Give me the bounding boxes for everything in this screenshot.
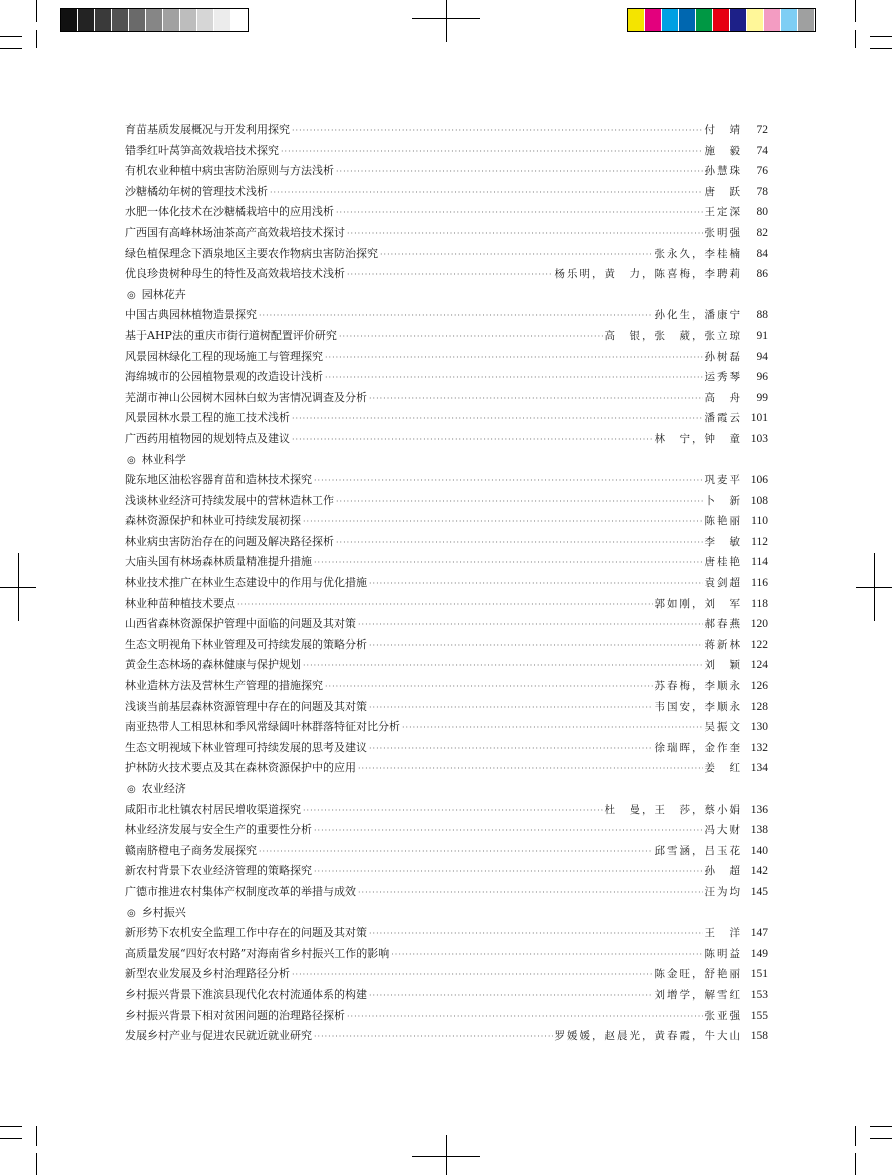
- toc-entry-title: 森林资源保护和林业可持续发展初探: [125, 514, 301, 528]
- toc-entry-title: 海绵城市的公园植物景观的改造设计浅析: [125, 370, 323, 384]
- toc-entry-page: 99: [756, 391, 768, 404]
- dot-leader: [336, 492, 703, 513]
- toc-entry[interactable]: [125, 923, 768, 944]
- toc-entry-title: 黄金生态林场的森林健康与保护规划: [125, 658, 301, 672]
- toc-entry-title: 浅谈当前基层森林资源管理中存在的问题及其对策: [125, 699, 367, 713]
- dot-leader: [380, 245, 653, 266]
- toc-entry-title: 护林防火技术要点及其在森林资源保护中的应用: [125, 761, 356, 775]
- circle-bullet-icon: ◎: [127, 289, 136, 301]
- section-heading: [125, 903, 768, 924]
- toc-entry-page: 103: [750, 432, 768, 445]
- toc-entry[interactable]: [125, 161, 768, 182]
- toc-entry-page: 118: [751, 597, 768, 610]
- toc-entry-page: 86: [756, 268, 768, 281]
- toc-entry-page: 122: [750, 638, 768, 651]
- toc-entry-page: 101: [750, 412, 768, 425]
- toc-entry-author: 孙慧珠: [704, 165, 742, 178]
- gray-swatch: [231, 9, 248, 31]
- dot-leader: [347, 1007, 703, 1028]
- dot-leader: [303, 801, 603, 822]
- gray-swatch: [129, 9, 146, 31]
- process-color-swatch: [628, 9, 645, 31]
- section-heading: [125, 285, 768, 306]
- toc-entry[interactable]: [125, 244, 768, 265]
- toc-entry-page: 140: [750, 844, 768, 857]
- toc-entry-author: 郝春燕: [704, 618, 742, 631]
- toc-entry-author: 刘 颖: [704, 659, 742, 672]
- dot-leader: [369, 389, 703, 410]
- toc-entry[interactable]: [125, 532, 768, 553]
- toc-entry-author: 孙 超: [704, 865, 742, 878]
- toc-entry-title: 绿色植保理念下酒泉地区主要农作物病虫害防治探究: [125, 246, 378, 260]
- toc-entry-title: 大庙头国有林场森林质量精准提升措施: [125, 555, 312, 569]
- toc-entry[interactable]: [125, 1006, 768, 1027]
- toc-entry[interactable]: [125, 676, 768, 697]
- toc-entry-title: 林业技术推广在林业生态建设中的作用与优化措施: [125, 576, 367, 590]
- dot-leader: [325, 368, 703, 389]
- toc-entry-title: 中国古典园林植物造景探究: [125, 308, 257, 322]
- toc-entry[interactable]: [125, 470, 768, 491]
- toc-entry-title: 生态文明视域下林业管理可持续发展的思考及建议: [125, 740, 367, 754]
- gray-swatch: [180, 9, 197, 31]
- toc-entry-title: 新农村背景下农业经济管理的策略探究: [125, 864, 312, 878]
- process-color-swatch: [713, 9, 730, 31]
- toc-entry[interactable]: [125, 985, 768, 1006]
- toc-entry[interactable]: [125, 202, 768, 223]
- gray-swatch: [214, 9, 231, 31]
- toc-entry-author: 巩麦平: [704, 474, 742, 487]
- dot-leader: [358, 883, 703, 904]
- toc-entry-author: 王定深: [704, 206, 742, 219]
- toc-entry-page: 108: [750, 494, 768, 507]
- toc-entry-page: 120: [750, 618, 768, 631]
- toc-entry-title: 乡村振兴背景下淮滨县现代化农村流通体系的构建: [125, 987, 367, 1001]
- toc-entry-title: 乡村振兴背景下相对贫困问题的治理路径探析: [125, 1008, 345, 1022]
- dot-leader: [303, 512, 703, 533]
- process-color-swatch: [747, 9, 764, 31]
- toc-entry[interactable]: [125, 326, 768, 347]
- toc-entry[interactable]: [125, 367, 768, 388]
- toc-entry-author: 施 毅: [704, 144, 742, 157]
- dot-leader: [336, 203, 703, 224]
- dot-leader: [369, 698, 653, 719]
- toc-entry-author: 邱雪涵，吕玉花: [654, 844, 742, 857]
- toc-entry-page: 110: [751, 515, 768, 528]
- process-color-swatch: [696, 9, 713, 31]
- dot-leader: [270, 183, 703, 204]
- toc-entry-page: 116: [751, 577, 768, 590]
- toc-entry-author: 王 洋: [704, 927, 742, 940]
- toc-entry-page: 91: [756, 329, 768, 342]
- toc-entry[interactable]: [125, 388, 768, 409]
- toc-entry-author: 郭如刚，刘 军: [654, 597, 742, 610]
- dot-leader: [369, 574, 703, 595]
- toc-entry-author: 唐 跃: [704, 185, 742, 198]
- toc-entry[interactable]: [125, 141, 768, 162]
- toc-entry-author: 卜 新: [704, 494, 742, 507]
- toc-entry-author: 袁剑超: [704, 577, 742, 590]
- toc-entry-title: 发展乡村产业与促进农民就近就业研究: [125, 1029, 312, 1043]
- toc-entry-page: 153: [750, 988, 768, 1001]
- toc-entry-author: 张明强: [704, 226, 742, 239]
- toc-entry[interactable]: [125, 182, 768, 203]
- toc-entry[interactable]: [125, 264, 768, 285]
- toc-entry-page: 84: [756, 247, 768, 260]
- section-heading: [125, 450, 768, 471]
- toc-entry[interactable]: [125, 305, 768, 326]
- toc-entry-page: 72: [756, 124, 768, 136]
- gray-swatch: [61, 9, 78, 31]
- dot-leader: [358, 759, 703, 780]
- gray-swatch: [197, 9, 214, 31]
- toc-entry-author: 吴振文: [704, 721, 742, 734]
- toc-entry-author: 高 舟: [704, 391, 742, 404]
- toc-entry[interactable]: [125, 1026, 768, 1047]
- dot-leader: [402, 718, 703, 739]
- gray-swatch: [146, 9, 163, 31]
- toc-entry[interactable]: [125, 944, 768, 965]
- toc-entry[interactable]: [125, 594, 768, 615]
- dot-leader: [314, 1027, 553, 1048]
- dot-leader: [281, 142, 703, 163]
- process-color-swatch: [781, 9, 798, 31]
- toc-entry[interactable]: [125, 738, 768, 759]
- toc-entry-author: 陈金旺，舒艳丽: [654, 968, 742, 981]
- toc-entry-page: 138: [750, 824, 768, 837]
- process-color-swatch: [662, 9, 679, 31]
- gray-swatch: [95, 9, 112, 31]
- toc-entry-author: 孙树磊: [704, 350, 742, 363]
- toc-entry-author: 唐桂艳: [704, 556, 742, 569]
- toc-entry-title: 林业造林方法及营林生产管理的措施探究: [125, 679, 323, 693]
- toc-entry[interactable]: [125, 573, 768, 594]
- dot-leader: [314, 862, 703, 883]
- dot-leader: [325, 348, 703, 369]
- toc-entry-page: 134: [750, 762, 768, 775]
- dot-leader: [347, 224, 703, 245]
- toc-entry-page: 96: [756, 371, 768, 384]
- toc-entry-author: 刘增学，解雪红: [654, 988, 742, 1001]
- toc-entry[interactable]: [125, 347, 768, 368]
- process-color-swatch: [730, 9, 747, 31]
- toc-entry-title: 芜湖市神山公园树木园林白蚁为害情况调查及分析: [125, 390, 367, 404]
- toc-entry-title: 浅谈林业经济可持续发展中的营林造林工作: [125, 493, 334, 507]
- toc-entry-page: 130: [750, 721, 768, 734]
- dot-leader: [369, 739, 653, 760]
- dot-leader: [358, 615, 703, 636]
- toc-entry[interactable]: [125, 635, 768, 656]
- toc-entry-author: 韦国安，李顺永: [654, 700, 742, 713]
- toc-entry-page: 112: [751, 535, 768, 548]
- toc-entry[interactable]: [125, 758, 768, 779]
- toc-entry-author: 杨乐明，黄 力，陈喜梅，李聘莉: [554, 268, 742, 281]
- toc-entry-author: 陈明益: [704, 947, 742, 960]
- toc-entry-author: 汪为均: [704, 885, 742, 898]
- toc-entry-page: 106: [750, 474, 768, 487]
- toc-entry[interactable]: [125, 964, 768, 985]
- toc-entry-title: 林业种苗种植技术要点: [125, 596, 235, 610]
- toc-entry-title: 沙糖橘幼年树的管理技术浅析: [125, 184, 268, 198]
- process-color-swatch: [798, 9, 815, 31]
- toc-entry-page: 151: [750, 968, 768, 981]
- toc-entry-title: 新形势下农机安全监理工作中存在的问题及其对策: [125, 926, 367, 940]
- toc-entry-title: 南亚热带人工相思林和季风常绿阔叶林群落特征对比分析: [125, 720, 400, 734]
- toc-entry[interactable]: [125, 511, 768, 532]
- toc-entry[interactable]: [125, 697, 768, 718]
- toc-entry[interactable]: [125, 717, 768, 738]
- process-color-bar: [627, 8, 816, 32]
- toc-entry-author: 罗媛媛，赵晨光，黄春霞，牛大山: [554, 1030, 742, 1043]
- dot-leader: [303, 656, 703, 677]
- process-color-swatch: [645, 9, 662, 31]
- dot-leader: [325, 677, 653, 698]
- toc-entry-page: 114: [751, 556, 768, 569]
- toc-entry[interactable]: [125, 223, 768, 244]
- toc-entry-title: 陇东地区油松容器育苗和造林技术探究: [125, 473, 312, 487]
- toc-entry-page: 124: [750, 659, 768, 672]
- dot-leader: [336, 533, 703, 554]
- toc-entry-title: 林业病虫害防治存在的问题及解决路径探析: [125, 534, 334, 548]
- dot-leader: [237, 595, 653, 616]
- circle-bullet-icon: ◎: [127, 454, 136, 466]
- dot-leader: [314, 553, 703, 574]
- section-heading-label: 园林花卉: [141, 287, 186, 301]
- toc-entry-author: 蒋新林: [704, 638, 742, 651]
- toc-entry-title: 广西国有高峰林场油茶高产高效栽培技术探讨: [125, 225, 345, 239]
- toc-entry-author: 冯大财: [704, 824, 742, 837]
- toc-entry-page: 147: [750, 927, 768, 940]
- toc-entry-page: 80: [756, 206, 768, 219]
- section-heading-label: 农业经济: [141, 782, 186, 795]
- toc-entry-title: 林业经济发展与安全生产的重要性分析: [125, 823, 312, 837]
- dot-leader: [292, 409, 703, 430]
- dot-leader: [314, 821, 703, 842]
- dot-leader: [347, 265, 553, 286]
- toc-entry-page: 78: [756, 185, 768, 198]
- toc-entry-page: 158: [750, 1030, 768, 1043]
- gray-swatch: [163, 9, 180, 31]
- toc-entry-title: 基于AHP法的重庆市街行道树配置评价研究: [125, 328, 337, 342]
- section-heading: [125, 779, 768, 800]
- toc-entry[interactable]: [125, 820, 768, 841]
- dot-leader: [391, 945, 702, 966]
- circle-bullet-icon: ◎: [127, 907, 136, 919]
- dot-leader: [292, 430, 653, 451]
- toc-entry[interactable]: [125, 841, 768, 862]
- dot-leader: [369, 636, 703, 657]
- toc-entry-title: 赣南脐橙电子商务发展探究: [125, 843, 257, 857]
- toc-entry-page: 126: [750, 680, 768, 693]
- toc-entry-author: 张永久，李桂楠: [654, 247, 742, 260]
- section-heading-label: 乡村振兴: [141, 905, 186, 919]
- toc-entry[interactable]: [125, 655, 768, 676]
- toc-entry-title: 风景园林绿化工程的现场施工与管理探究: [125, 349, 323, 363]
- table-of-contents: [125, 120, 768, 1047]
- toc-entry-page: 94: [756, 350, 768, 363]
- toc-entry-title: 广德市推进农村集体产权制度改革的举措与成效: [125, 884, 356, 898]
- toc-entry-author: 孙化生，潘康宁: [654, 309, 742, 322]
- dot-leader: [369, 924, 703, 945]
- toc-entry-author: 运秀琴: [704, 371, 742, 384]
- toc-entry-author: 潘霞云: [704, 412, 742, 425]
- toc-entry-page: 142: [750, 865, 768, 878]
- toc-entry-author: 张亚强: [704, 1009, 742, 1022]
- dot-leader: [336, 162, 703, 183]
- toc-entry-page: 132: [750, 741, 768, 754]
- toc-entry-title: 水肥一体化技术在沙糖橘栽培中的应用浅析: [125, 205, 334, 219]
- toc-entry[interactable]: [125, 882, 768, 903]
- toc-entry[interactable]: [125, 614, 768, 635]
- toc-entry-author: 付 靖: [704, 124, 742, 136]
- toc-entry-title: 风景园林水景工程的施工技术浅析: [125, 411, 290, 425]
- toc-entry-title: 育苗基质发展概况与开发利用探究: [125, 123, 290, 136]
- toc-entry[interactable]: [125, 491, 768, 512]
- toc-entry-author: 杜 曼，王 莎，蔡小娟: [604, 803, 742, 816]
- toc-entry-title: 咸阳市北杜镇农村居民增收渠道探究: [125, 802, 301, 816]
- toc-entry-page: 74: [756, 144, 768, 157]
- toc-entry[interactable]: [125, 408, 768, 429]
- dot-leader: [369, 986, 653, 1007]
- process-color-swatch: [764, 9, 781, 31]
- toc-entry[interactable]: [125, 800, 768, 821]
- toc-entry-author: 陈艳丽: [704, 515, 742, 528]
- toc-entry-page: 76: [756, 165, 768, 178]
- toc-entry-author: 李 敏: [704, 535, 742, 548]
- toc-entry-title: 山西省森林资源保护管理中面临的问题及其对策: [125, 617, 356, 631]
- toc-entry-title: 有机农业种植中病虫害防治原则与方法浅析: [125, 164, 334, 178]
- dot-leader: [292, 965, 653, 986]
- toc-entry-author: 苏春梅，李顺永: [654, 680, 742, 693]
- toc-entry-title: 优良珍贵树种母生的特性及高效栽培技术浅析: [125, 267, 345, 281]
- toc-entry[interactable]: [125, 120, 768, 141]
- toc-entry-title: 新型农业发展及乡村治理路径分析: [125, 967, 290, 981]
- toc-entry-title: 错季红叶莴笋高效栽培技术探究: [125, 143, 279, 157]
- circle-bullet-icon: ◎: [127, 784, 136, 795]
- toc-entry-page: 88: [756, 309, 768, 322]
- toc-entry[interactable]: [125, 429, 768, 450]
- toc-entry-title: 生态文明视角下林业管理及可持续发展的策略分析: [125, 637, 367, 651]
- toc-entry[interactable]: [125, 552, 768, 573]
- dot-leader: [339, 327, 603, 348]
- toc-entry[interactable]: [125, 861, 768, 882]
- toc-entry-page: 136: [750, 803, 768, 816]
- dot-leader: [259, 306, 653, 327]
- process-color-swatch: [679, 9, 696, 31]
- toc-entry-title: 广西药用植物园的规划特点及建议: [125, 431, 290, 445]
- dot-leader: [259, 842, 653, 863]
- section-heading-label: 林业科学: [141, 452, 186, 466]
- dot-leader: [314, 471, 703, 492]
- gray-swatch: [112, 9, 129, 31]
- toc-entry-title: 高质量发展“四好农村路”对海南省乡村振兴工作的影响: [125, 946, 390, 960]
- dot-leader: [292, 121, 703, 142]
- toc-entry-author: 高 银，张 葳，张立琼: [604, 329, 742, 342]
- toc-entry-page: 149: [750, 947, 768, 960]
- toc-entry-page: 82: [756, 226, 768, 239]
- toc-entry-page: 145: [750, 885, 768, 898]
- toc-entry-page: 155: [750, 1009, 768, 1022]
- toc-entry-author: 徐瑞晖，金作奎: [654, 741, 742, 754]
- toc-entry-author: 姜 红: [704, 762, 742, 775]
- toc-entry-page: 128: [750, 700, 768, 713]
- grayscale-color-bar: [60, 8, 249, 32]
- gray-swatch: [78, 9, 95, 31]
- toc-entry-author: 林 宁，钟 童: [654, 432, 742, 445]
